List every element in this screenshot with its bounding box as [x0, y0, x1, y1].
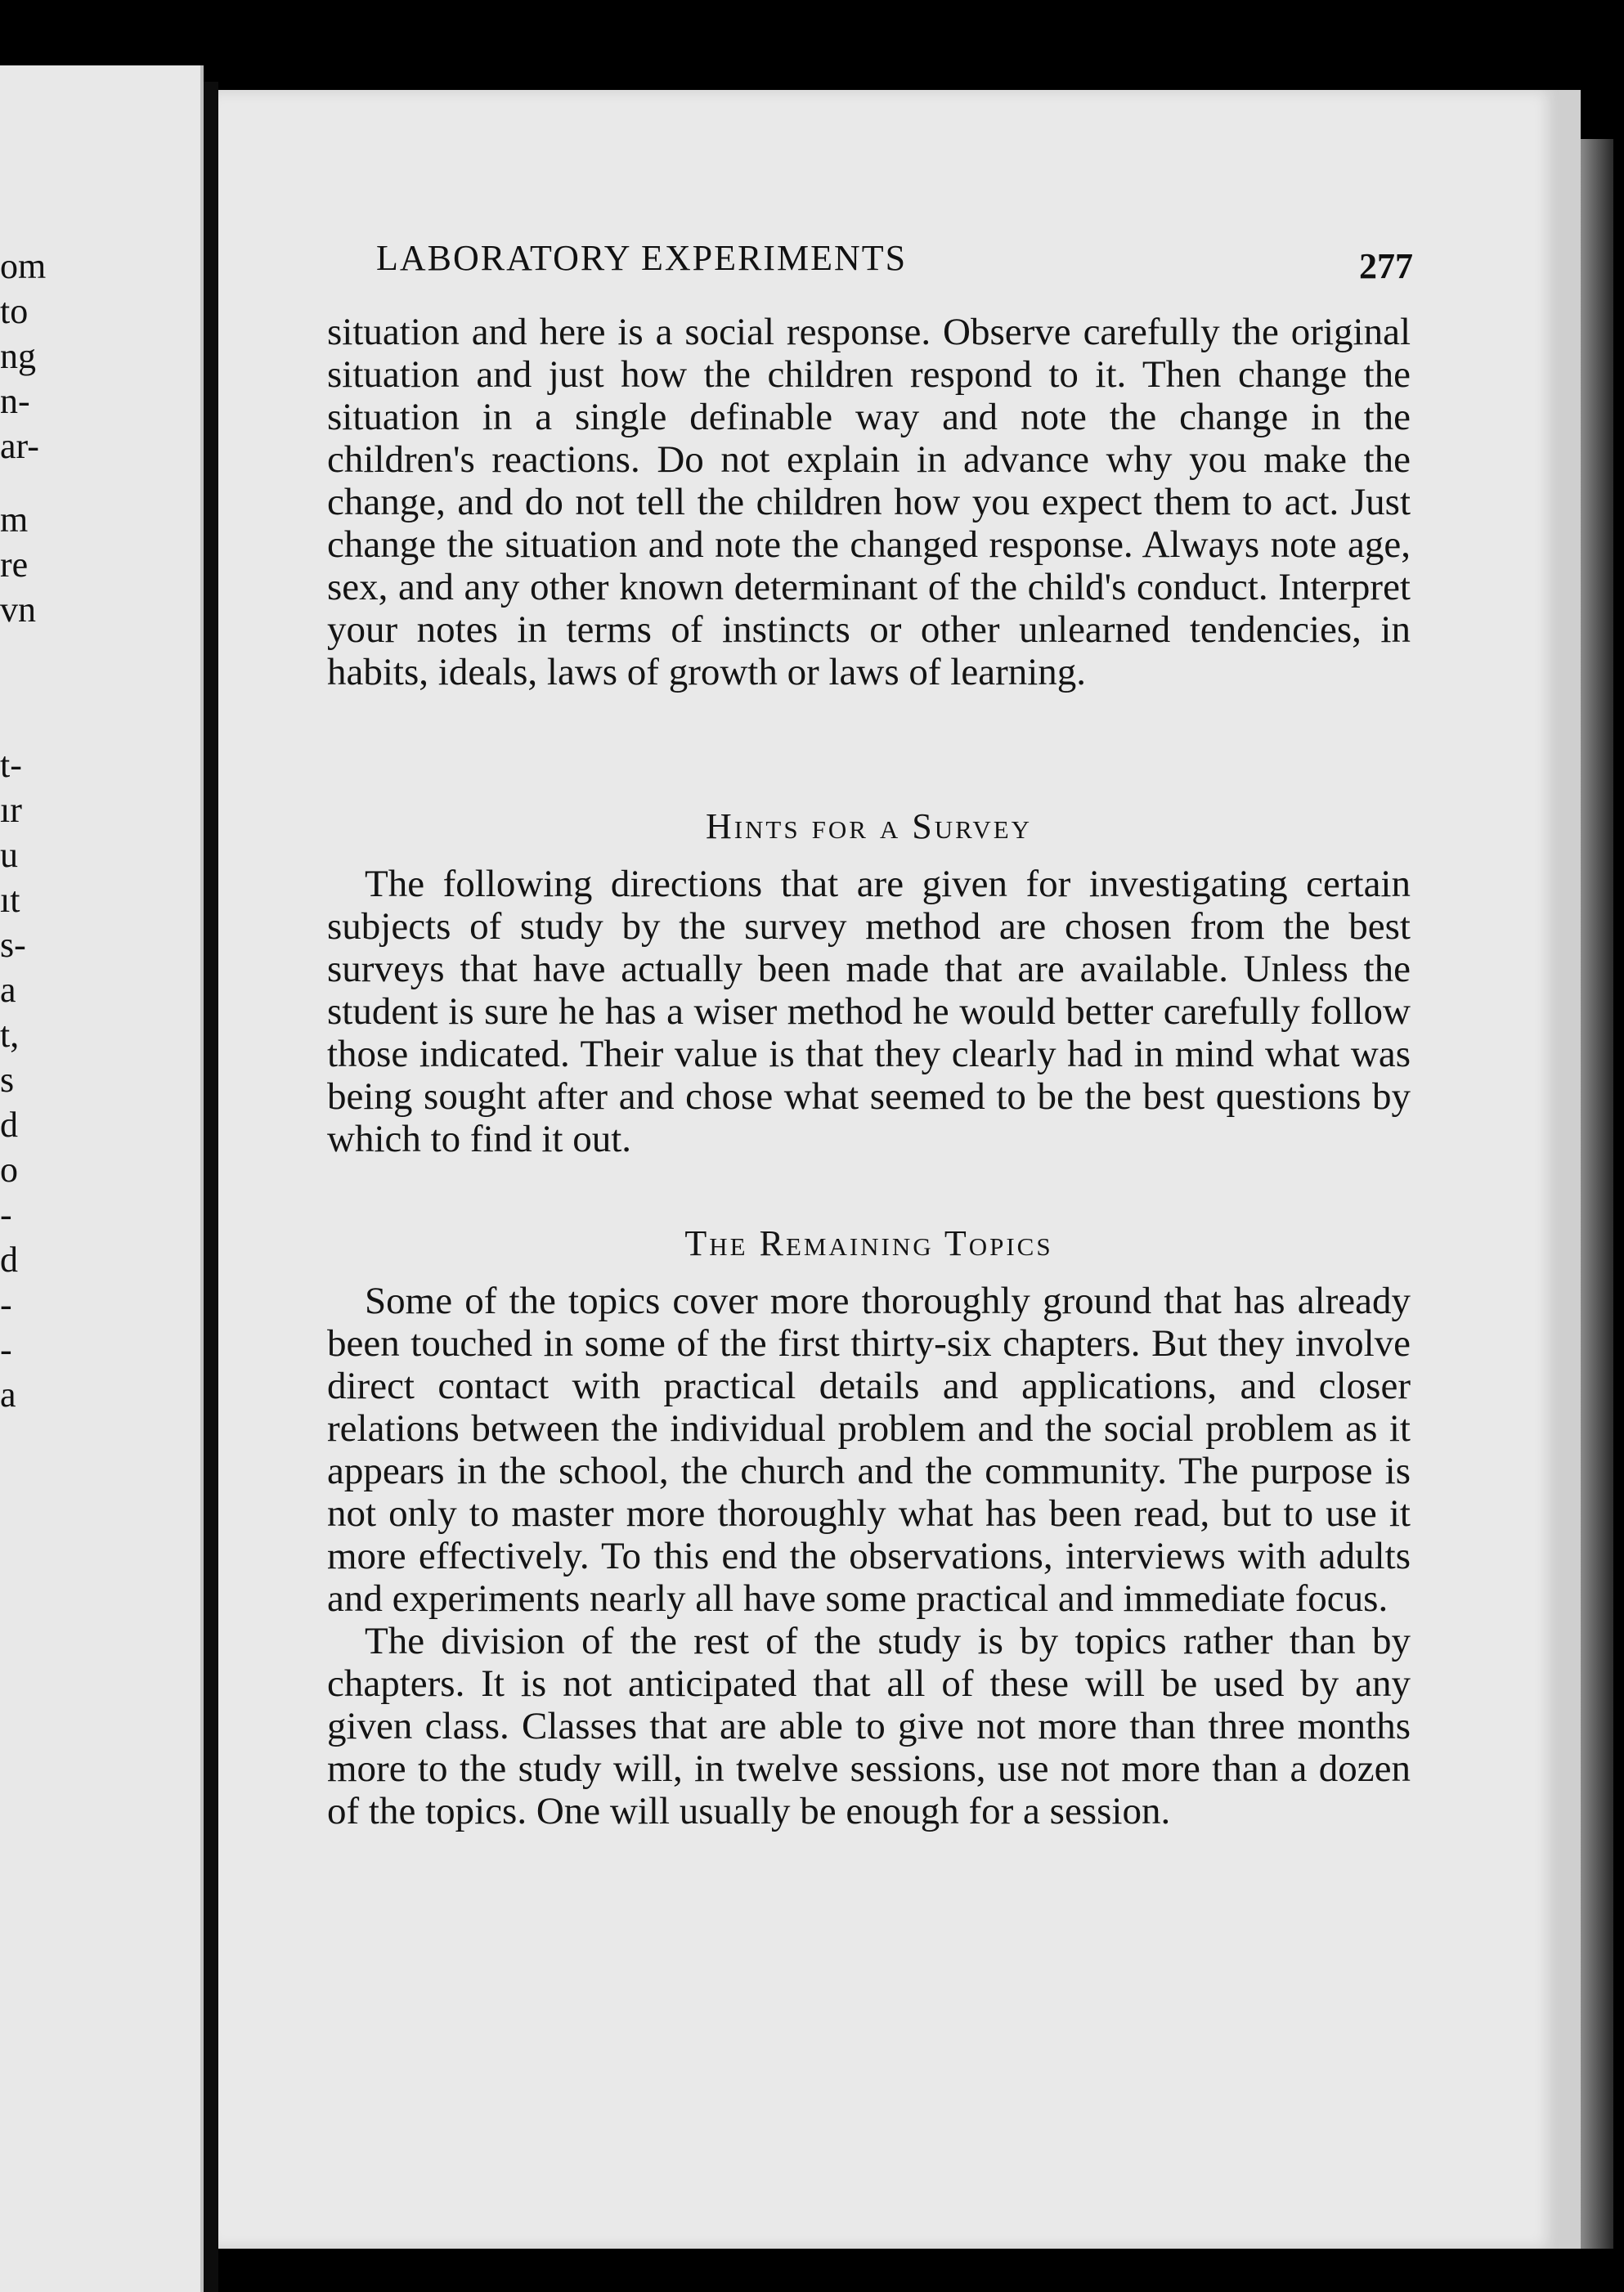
section-heading-remaining-topics: The Remaining Topics — [684, 1223, 1053, 1263]
previous-page-fragment: ar- — [0, 426, 39, 466]
previous-page-fragment: t- — [0, 745, 22, 785]
previous-page-fragment: t, — [0, 1015, 20, 1055]
previous-page-fragment: n- — [0, 381, 30, 421]
paragraphs-remaining-topics — [327, 1280, 1411, 1832]
paragraph-text: The following directions that are given for investigating certain subjects of study by the survey method are chosen from the best surveys that have actually been made that are available. Unless the student is sure he has a wiser method he would better carefully follow those indicated. Their value is that they clearly had in mind what was being sought after and chose what seemed to be the best questions by which to find it out. — [327, 863, 1411, 1160]
paragraph-laboratory-experiments — [327, 311, 1411, 693]
paragraph-text: Some of the topics cover more thoroughly ground that has already been touched in some of the first thirty-six chapters. But they involve direct contact with practical details and applications, and closer relations between the individual problem and the social problem as it appears in the school, the church and the community. The purpose is not only to master more thoroughly what has been read, but to use it more effectively. To this end the observations, interviews with adults and experiments nearly all have some practical and immediate focus. — [327, 1280, 1411, 1620]
previous-page-fragment: a — [0, 970, 16, 1010]
previous-page-fragment: om — [0, 246, 47, 286]
paragraph-text: The division of the rest of the study is by topics rather than by chapters. It is not anticipated that all of these will be used by any given class. Classes that are able to give not more than three months more to the study will, in twelve sessions, use not more than a dozen of the topics. One will usually be enough for a session. — [327, 1620, 1411, 1832]
previous-page-fragment: - — [0, 1195, 12, 1235]
page-edge-shadow — [1581, 139, 1613, 2249]
previous-page-fragment: to — [0, 291, 29, 331]
previous-page-fragment: ng — [0, 336, 36, 376]
previous-page-fragment: ır — [0, 790, 22, 830]
page-number: 277 — [1359, 246, 1413, 286]
previous-page-fragment: d — [0, 1105, 18, 1145]
previous-page-edge — [0, 65, 204, 2292]
section-heading-hints-for-a-survey: Hints for a Survey — [705, 806, 1033, 846]
previous-page-fragment: d — [0, 1240, 18, 1280]
previous-page-fragment: a — [0, 1375, 16, 1415]
previous-page-fragment: - — [0, 1330, 12, 1370]
previous-page-fragment: ıt — [0, 880, 20, 920]
previous-page-fragment: vn — [0, 590, 36, 630]
previous-page-fragment: re — [0, 545, 29, 585]
previous-page-fragment: s — [0, 1060, 15, 1100]
previous-page-fragment: s- — [0, 925, 26, 965]
paragraph-hints-for-a-survey — [327, 863, 1411, 1160]
previous-page-fragment: - — [0, 1285, 12, 1325]
paragraph-text: situation and here is a social response. Observe carefully the original situation and just how the children respond to it. Then change the situation in a single definable way and note the change in the children's reactions. Do not explain in advance why you make the change, and do not tell the children how you expect them to act. Just change the situation and note the changed response. Always note age, sex, and any other known determinant of the child's conduct. Interpret your notes in terms of instincts or other unlearned tendencies, in habits, ideals, laws of growth or laws of learning. — [327, 311, 1411, 693]
previous-page-fragment: m — [0, 500, 29, 540]
previous-page-fragment: o — [0, 1150, 18, 1190]
running-head: LABORATORY EXPERIMENTS — [376, 238, 908, 278]
book-gutter — [204, 82, 218, 2292]
previous-page-fragment: u — [0, 835, 18, 875]
